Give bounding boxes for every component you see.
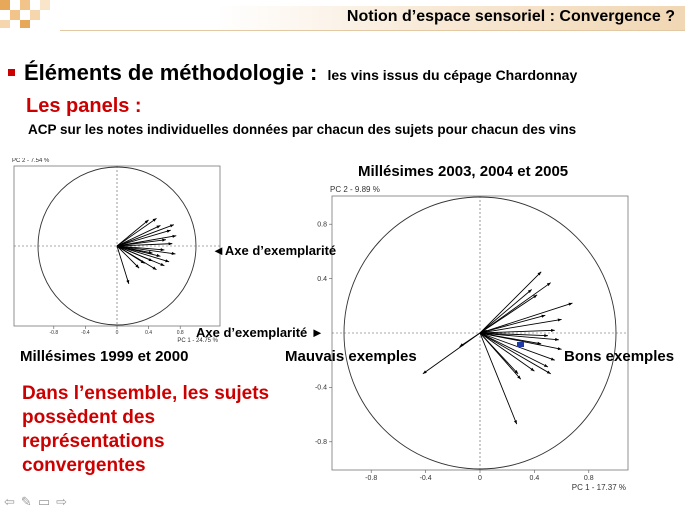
- y-axis-label: PC 2 - 9.89 %: [330, 185, 380, 194]
- left-chart-svg: [8, 158, 230, 344]
- vector-line: [480, 272, 541, 333]
- slide-title: Notion d’espace sensoriel : Convergence ?: [346, 8, 675, 25]
- y-tick-label: -0.8: [314, 439, 327, 447]
- x-tick-label: -0.4: [419, 475, 432, 482]
- section-title-text: Éléments de méthodologie :: [24, 60, 318, 85]
- vector-arrowhead: [149, 251, 153, 254]
- vector-arrowhead: [160, 263, 164, 266]
- panels-title: Les panels :: [26, 95, 142, 117]
- x-tick-label: 0.4: [145, 330, 153, 336]
- vector-line: [480, 303, 572, 333]
- x-tick-label: -0.8: [365, 475, 378, 482]
- axe-exemplarite-left: ◄Axe d’exemplarité: [212, 243, 337, 258]
- axe-exemplarite-right-text: Axe d’exemplarité: [196, 325, 308, 340]
- y-tick-label: 0.4: [317, 275, 327, 283]
- vector-arrowhead: [172, 235, 176, 238]
- axe-exemplarite-left-text: Axe d’exemplarité: [224, 243, 337, 258]
- cursor-icon: [517, 342, 524, 347]
- vector-arrowhead: [126, 280, 129, 284]
- y-axis-label: PC 2 - 7.54 %: [12, 158, 50, 164]
- vector-arrowhead: [530, 368, 534, 371]
- x-tick-label: 0.4: [529, 475, 540, 482]
- y-tick-label: -0.4: [314, 384, 327, 392]
- vector-arrowhead: [153, 218, 157, 221]
- millesimes-right-label: Millésimes 2003, 2004 et 2005: [358, 163, 569, 180]
- vector-arrowhead: [558, 318, 562, 321]
- vector-arrowhead: [514, 420, 517, 424]
- x-axis-label: PC 1 - 17.37 %: [571, 483, 626, 492]
- y-tick-label: 0.8: [317, 221, 327, 229]
- menu-icon[interactable]: ▭: [37, 494, 51, 509]
- vector-arrowhead: [533, 295, 537, 298]
- x-tick-label: 0.8: [583, 475, 594, 482]
- x-tick-label: 0.8: [176, 330, 184, 336]
- bons-exemples-label: Bons exemples: [564, 348, 675, 365]
- title-bar: [60, 6, 685, 31]
- millesimes-left-label: Millésimes 1999 et 2000: [20, 348, 189, 365]
- vector-arrowhead: [169, 242, 173, 245]
- x-tick-label: 0: [115, 330, 119, 336]
- vector-line: [480, 289, 532, 333]
- vector-arrowhead: [568, 303, 572, 306]
- x-tick-label: -0.8: [49, 330, 59, 336]
- vector-line: [117, 225, 174, 246]
- next-slide-icon[interactable]: ⇨: [56, 494, 68, 509]
- vector-arrowhead: [544, 334, 548, 337]
- vector-arrowhead: [537, 342, 541, 345]
- vector-line: [480, 319, 562, 333]
- vector-line: [480, 295, 537, 333]
- slide-nav: [4, 494, 67, 510]
- right-correlation-chart: [294, 176, 688, 494]
- bullet-icon: [8, 69, 15, 76]
- section-subtitle: les vins issus du cépage Chardonnay: [327, 67, 578, 83]
- checker-decoration: [0, 0, 60, 28]
- right-chart-svg: [294, 176, 688, 494]
- vector-arrowhead: [558, 347, 562, 350]
- x-axis-label: PC 1 - 24.75 %: [177, 338, 218, 344]
- left-correlation-chart: [8, 158, 230, 344]
- prev-slide-icon[interactable]: ⇦: [4, 494, 15, 509]
- acp-description: ACP sur les notes individuelles données par chacun des sujets pour chacun des vins: [28, 122, 577, 137]
- x-tick-label: 0: [478, 475, 482, 482]
- vector-line: [480, 333, 517, 424]
- section-title: [24, 60, 577, 86]
- mauvais-exemples-label: Mauvais exemples: [285, 348, 417, 365]
- pen-icon[interactable]: ✎: [20, 494, 32, 509]
- vector-arrowhead: [165, 259, 169, 262]
- vector-arrowhead: [551, 329, 555, 332]
- x-tick-label: -0.4: [81, 330, 90, 336]
- vector-arrowhead: [167, 230, 171, 233]
- vector-arrowhead: [170, 225, 174, 228]
- conclusion-text: Dans l’ensemble, les sujets possèdent des représentations convergentes: [22, 383, 270, 476]
- vector-arrowhead: [551, 357, 555, 360]
- axe-exemplarite-right: Axe d’exemplarité ►: [196, 325, 324, 340]
